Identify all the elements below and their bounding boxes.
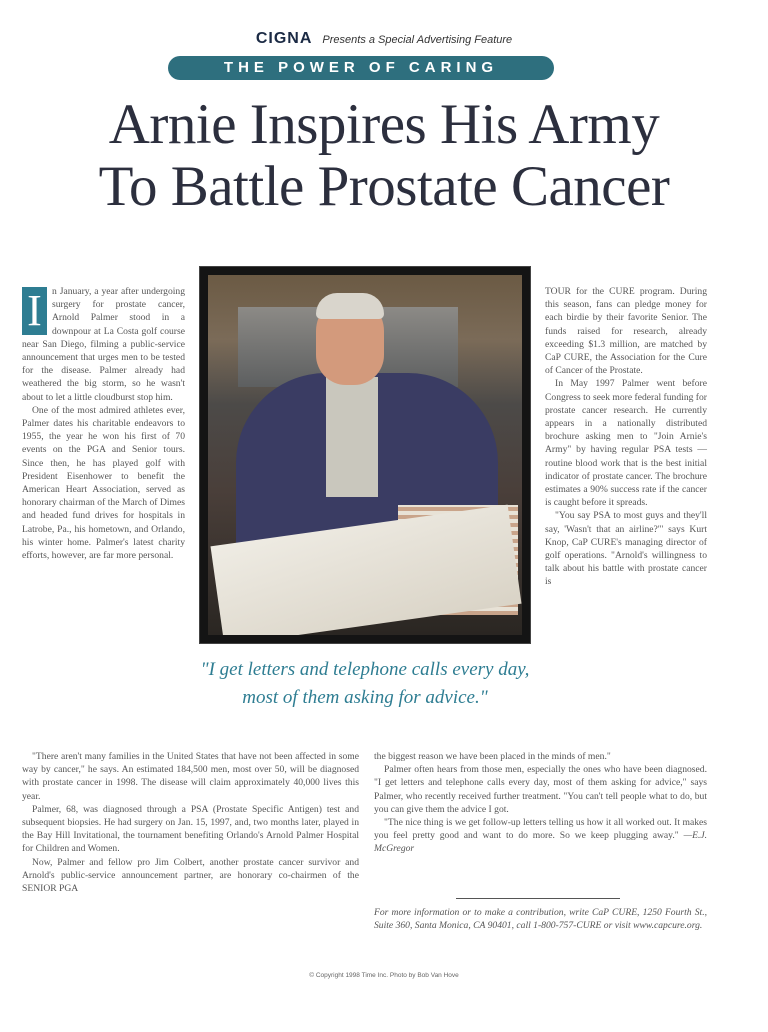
copyright-footer: © Copyright 1998 Time Inc. Photo by Bob Van Hove — [309, 972, 459, 979]
article-column-bottom-left — [22, 750, 359, 895]
paragraph: "There aren't many families in the United States that have not been affected in some way by cancer," he says. An estimated 184,500 men, most over 50, will be diagnosed with prostate cancer in 1998. The disease will claim approximately 40,000 lives this year. — [22, 751, 359, 802]
palmer-photo-frame — [199, 266, 531, 644]
author-signature: —E.J. McGregor — [374, 830, 708, 855]
paragraph: the biggest reason we have been placed in the minds of men." — [374, 751, 611, 762]
headline-line-1: Arnie Inspires His Army — [108, 93, 660, 156]
drop-cap: I — [22, 287, 47, 335]
article-headline — [0, 94, 768, 218]
paragraph: n January, a year after undergoing surgery for prostate cancer, Arnold Palmer stood in a downpour at La Costa golf course near San Diego, filming a public-service announcement that urges men to be tested for the disease. Palmer already had weathered the big storm, so he wasn't about to let a little cloudburst stop him. — [22, 286, 185, 403]
paragraph: Palmer, 68, was diagnosed through a PSA (Prostate Specific Antigen) test and subsequent biopsies. He had surgery on Jan. 15, 1997, and, two months later, played in the Bay Hill Invitational, the tournament benefiting Orlando's Arnold Palmer Hospital for Children and Women. — [22, 803, 359, 855]
paragraph — [374, 816, 707, 856]
paragraph: "You say PSA to most guys and they'll say, 'Wasn't that an airline?'" says Kurt Knop, CaP CURE's managing director of golf operations. "Arnold's willingness to talk about his battle with prostate cancer is — [545, 510, 707, 588]
closing-quote: "The nice thing is we get follow-up letters telling us how it all worked out. It makes you feel pretty good and want to do more. So we keep plugging away." — [374, 817, 707, 842]
paragraph: In May 1997 Palmer went before Congress to seek more federal funding for prostate cancer research. He currently appears in a nationally distributed brochure asking men to "Join Arnie's Army" by having regular PSA tests —routine blood work that is the best initial indicator of prostate cancer. The brochure estimates a 90% success rate if the cancer is caught before it spreads. — [545, 378, 707, 509]
arnold-palmer-photo — [208, 275, 522, 635]
headline-line-2: To Battle Prostate Cancer — [98, 155, 670, 218]
article-column-left — [22, 285, 185, 562]
article-column-bottom-right — [374, 750, 707, 856]
contribution-info: For more information or to make a contribution, write CaP CURE, 1250 Fourth St., Suite 360, Santa Monica, CA 90401, call 1-800-757-CURE or visit www.capcure.org. — [374, 907, 707, 932]
paragraph: Now, Palmer and fellow pro Jim Colbert, another prostate cancer survivor and Arnold's public-service announcement partner, are honorary co-chairmen of the SENIOR PGA — [22, 856, 359, 895]
paragraph: One of the most admired athletes ever, Palmer dates his charitable endeavors to 1955, the year he won his first of 70 events on the PGA and Senior tours. Since then, he has played golf with President Eisenhower to benefit the American Heart Association, served as honorary chairman of the March of Dimes and headed fund drives for hospitals in Latrobe, Pa., his hometown, and Orlando, his winter home. Palmer's latest charity efforts, however, are far more personal. — [22, 404, 185, 562]
paragraph: TOUR for the CURE program. During this season, fans can pledge money for each birdie by their favorite Senior. The funds raised for research, already exceeding $1.3 million, are matched by CaP CURE, the Association for the Cure of Cancer of the Prostate. — [545, 286, 707, 377]
presents-text: Presents a Special Advertising Feature — [322, 34, 513, 46]
photo-hair — [316, 293, 384, 319]
cigna-logo: CIGNA — [255, 30, 313, 47]
divider-rule — [456, 898, 620, 899]
article-column-right — [545, 285, 707, 589]
paragraph: Palmer often hears from those men, especially the ones who have been diagnosed. "I get letters and telephone calls every day, most of them asking for advice," says Palmer, who recently received further treatment. "You can't tell people what to do, but you can give them the advice I got. — [374, 764, 707, 815]
pull-quote: "I get letters and telephone calls every day, most of them asking for advice." — [200, 659, 530, 708]
sponsor-line — [0, 30, 768, 48]
power-of-caring-banner: THE POWER OF CARING — [168, 56, 554, 80]
photo-shirt — [326, 377, 378, 497]
